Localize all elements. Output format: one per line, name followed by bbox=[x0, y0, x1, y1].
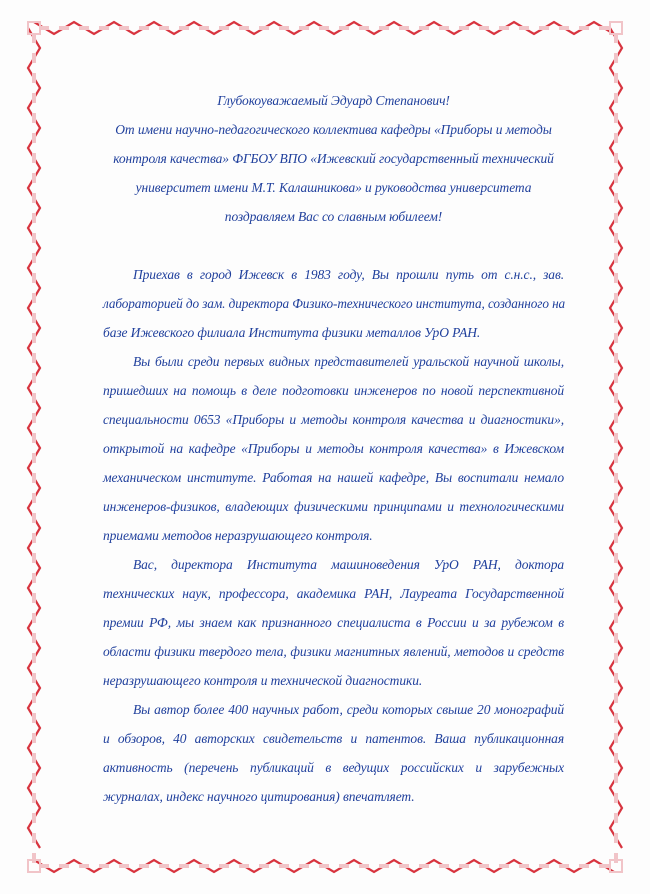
paragraph-line: неразрушающего контроля и технической диагностики. bbox=[103, 673, 423, 688]
border-ornament bbox=[614, 413, 618, 423]
border-ornament bbox=[339, 864, 349, 868]
border-ornament bbox=[32, 753, 36, 763]
border-ornament bbox=[32, 693, 36, 703]
border-ornament bbox=[359, 26, 369, 30]
border-ornament bbox=[614, 153, 618, 163]
border-ornament bbox=[32, 153, 36, 163]
border-ornament bbox=[219, 26, 229, 30]
border-ornament bbox=[32, 653, 36, 663]
greeting-line: поздравляем Вас со славным юбилеем! bbox=[224, 209, 443, 224]
border-ornament bbox=[79, 26, 89, 30]
paragraph-line: активность (перечень публикаций в ведущих российских и зарубежных bbox=[103, 760, 564, 775]
border-ornament bbox=[259, 864, 269, 868]
border-ornament bbox=[32, 273, 36, 283]
border-ornament bbox=[379, 864, 389, 868]
paragraph bbox=[103, 695, 564, 811]
border-ornament bbox=[32, 513, 36, 523]
border-ornament bbox=[399, 26, 409, 30]
border-ornament bbox=[32, 733, 36, 743]
border-ornament bbox=[614, 553, 618, 563]
border-ornament bbox=[219, 864, 229, 868]
border-ornament bbox=[319, 26, 329, 30]
paragraph-line: пришедших на помощь в деле подготовки инженеров по новой перспективной bbox=[103, 383, 564, 398]
congratulatory-letter bbox=[103, 86, 564, 811]
border-ornament bbox=[419, 864, 429, 868]
border-ornament bbox=[32, 533, 36, 543]
border-ornament bbox=[499, 26, 509, 30]
border-ornament bbox=[614, 833, 618, 843]
paragraph-line: журналах, индекс научного цитирования) впечатляет. bbox=[103, 789, 415, 804]
border-ornament bbox=[32, 233, 36, 243]
border-ornament bbox=[119, 864, 129, 868]
border-ornament bbox=[614, 673, 618, 683]
border-ornament bbox=[614, 653, 618, 663]
border-ornament bbox=[614, 613, 618, 623]
paragraph-line: премии РФ, мы знаем как признанного специалиста в России и за рубежом в bbox=[103, 615, 564, 630]
border-ornament bbox=[139, 26, 149, 30]
paragraph bbox=[103, 347, 564, 550]
border-ornament bbox=[614, 53, 618, 63]
border-ornament bbox=[32, 613, 36, 623]
border-ornament bbox=[614, 293, 618, 303]
border-ornament bbox=[519, 864, 529, 868]
border-ornament bbox=[614, 713, 618, 723]
border-ornament bbox=[379, 26, 389, 30]
border-ornament bbox=[614, 353, 618, 363]
border-ornament bbox=[32, 213, 36, 223]
border-ornament bbox=[499, 864, 509, 868]
border-ornament bbox=[614, 853, 618, 863]
border-ornament bbox=[79, 864, 89, 868]
border-ornament bbox=[614, 93, 618, 103]
border-ornament bbox=[614, 733, 618, 743]
border-ornament bbox=[614, 73, 618, 83]
border-ornament bbox=[479, 26, 489, 30]
border-ornament bbox=[32, 333, 36, 343]
border-ornament bbox=[279, 26, 289, 30]
border-ornament bbox=[159, 26, 169, 30]
border-ornament bbox=[32, 553, 36, 563]
border-ornament bbox=[59, 864, 69, 868]
paragraph-line: механическом институте. Работая на нашей кафедре, Вы воспитали немало bbox=[103, 470, 564, 485]
border-ornament bbox=[614, 573, 618, 583]
border-ornament bbox=[32, 573, 36, 583]
salutation: Глубокоуважаемый Эдуард Степанович! bbox=[217, 93, 450, 108]
border-ornament bbox=[614, 493, 618, 503]
border-ornament bbox=[579, 864, 589, 868]
border-ornament bbox=[614, 273, 618, 283]
paragraph-line: технических наук, профессора, академика РАН, Лауреата Государственной bbox=[103, 586, 564, 601]
border-ornament bbox=[32, 473, 36, 483]
paragraph-line: Вы автор более 400 научных работ, среди которых свыше 20 монографий bbox=[133, 702, 564, 717]
border-ornament bbox=[614, 473, 618, 483]
border-ornament bbox=[32, 453, 36, 463]
border-ornament bbox=[599, 864, 609, 868]
border-ornament bbox=[614, 253, 618, 263]
border-ornament bbox=[614, 333, 618, 343]
paragraph-line: Приехав в город Ижевск в 1983 году, Вы прошли путь от с.н.с., зав. bbox=[133, 267, 564, 282]
border-ornament bbox=[614, 193, 618, 203]
paragraph-line: инженеров-физиков, владеющих физическими принципами и технологическими bbox=[103, 499, 564, 514]
border-ornament bbox=[279, 864, 289, 868]
letter-greeting bbox=[103, 86, 564, 231]
border-ornament bbox=[614, 113, 618, 123]
border-ornament bbox=[32, 853, 36, 863]
border-ornament bbox=[614, 533, 618, 543]
border-ornament bbox=[32, 253, 36, 263]
border-ornament bbox=[32, 313, 36, 323]
border-ornament bbox=[199, 26, 209, 30]
border-ornament bbox=[32, 433, 36, 443]
border-ornament bbox=[614, 313, 618, 323]
border-ornament bbox=[539, 864, 549, 868]
border-ornament bbox=[614, 173, 618, 183]
border-ornament bbox=[199, 864, 209, 868]
border-ornament bbox=[32, 113, 36, 123]
border-ornament bbox=[399, 864, 409, 868]
border-ornament bbox=[239, 26, 249, 30]
paragraph-line: приемами методов неразрушающего контроля. bbox=[103, 528, 373, 543]
paragraph-line: области физики твердого тела, физики магнитных явлений, методов и средств bbox=[103, 644, 564, 659]
border-ornament bbox=[479, 864, 489, 868]
border-ornament bbox=[614, 233, 618, 243]
border-ornament bbox=[32, 353, 36, 363]
border-ornament bbox=[179, 26, 189, 30]
paragraph-line: специальности 0653 «Приборы и методы контроля качества и диагностики», bbox=[103, 412, 564, 427]
border-ornament bbox=[99, 864, 109, 868]
border-ornament bbox=[259, 26, 269, 30]
greeting-line: университет имени М.Т. Калашникова» и руководства университета bbox=[135, 180, 532, 195]
border-ornament bbox=[579, 26, 589, 30]
letter-body bbox=[103, 231, 564, 811]
border-ornament bbox=[59, 26, 69, 30]
border-ornament bbox=[32, 173, 36, 183]
border-ornament bbox=[32, 593, 36, 603]
border-ornament bbox=[99, 26, 109, 30]
border-ornament bbox=[614, 453, 618, 463]
border-ornament bbox=[159, 864, 169, 868]
border-ornament bbox=[419, 26, 429, 30]
paragraph bbox=[103, 260, 564, 347]
border-ornament bbox=[32, 813, 36, 823]
border-ornament bbox=[614, 633, 618, 643]
border-ornament bbox=[614, 793, 618, 803]
border-ornament bbox=[32, 633, 36, 643]
border-ornament bbox=[559, 864, 569, 868]
border-ornament bbox=[614, 213, 618, 223]
border-ornament bbox=[614, 593, 618, 603]
border-ornament bbox=[32, 293, 36, 303]
border-ornament bbox=[319, 864, 329, 868]
paragraph-line: Вас, директора Института машиноведения УрО РАН, доктора bbox=[133, 557, 564, 572]
border-ornament bbox=[32, 773, 36, 783]
border-ornament bbox=[32, 193, 36, 203]
paragraph bbox=[103, 550, 564, 695]
border-ornament bbox=[559, 26, 569, 30]
border-ornament bbox=[119, 26, 129, 30]
border-ornament bbox=[299, 864, 309, 868]
border-ornament bbox=[32, 93, 36, 103]
border-ornament bbox=[439, 26, 449, 30]
border-ornament bbox=[32, 493, 36, 503]
border-ornament bbox=[32, 833, 36, 843]
border-ornament bbox=[614, 773, 618, 783]
paragraph-line: базе Ижевского филиала Института физики металлов УрО РАН. bbox=[103, 325, 481, 340]
paragraph-line: открытой на кафедре «Приборы и методы контроля качества» в Ижевском bbox=[103, 441, 564, 456]
border-ornament bbox=[179, 864, 189, 868]
paragraph-line: и обзоров, 40 авторских свидетельств и патентов. Ваша публикационная bbox=[103, 731, 564, 746]
border-ornament bbox=[539, 26, 549, 30]
border-ornament bbox=[519, 26, 529, 30]
border-ornament bbox=[614, 753, 618, 763]
border-ornament bbox=[459, 26, 469, 30]
border-ornament bbox=[614, 693, 618, 703]
border-ornament bbox=[439, 864, 449, 868]
border-ornament bbox=[32, 133, 36, 143]
border-ornament bbox=[32, 73, 36, 83]
border-ornament bbox=[614, 373, 618, 383]
border-ornament bbox=[32, 413, 36, 423]
border-ornament bbox=[32, 713, 36, 723]
border-ornament bbox=[459, 864, 469, 868]
border-ornament bbox=[32, 793, 36, 803]
greeting-line: От имени научно-педагогического коллектива кафедры «Приборы и методы bbox=[115, 122, 552, 137]
border-ornament bbox=[32, 373, 36, 383]
border-ornament bbox=[599, 26, 609, 30]
border-ornament bbox=[359, 864, 369, 868]
border-ornament bbox=[614, 393, 618, 403]
border-ornament bbox=[339, 26, 349, 30]
paragraph-line: лабораторией до зам. директора Физико-технического института, созданного на bbox=[103, 296, 566, 311]
paragraph-line: Вы были среди первых видных представителей уральской научной школы, bbox=[133, 354, 564, 369]
border-ornament bbox=[614, 133, 618, 143]
border-ornament bbox=[32, 393, 36, 403]
border-ornament bbox=[32, 673, 36, 683]
border-ornament bbox=[614, 513, 618, 523]
border-ornament bbox=[32, 53, 36, 63]
border-ornament bbox=[139, 864, 149, 868]
border-ornament bbox=[299, 26, 309, 30]
border-ornament bbox=[614, 433, 618, 443]
border-ornament bbox=[614, 813, 618, 823]
greeting-line: контроля качества» ФГБОУ ВПО «Ижевский государственный технический bbox=[113, 151, 554, 166]
border-ornament bbox=[239, 864, 249, 868]
